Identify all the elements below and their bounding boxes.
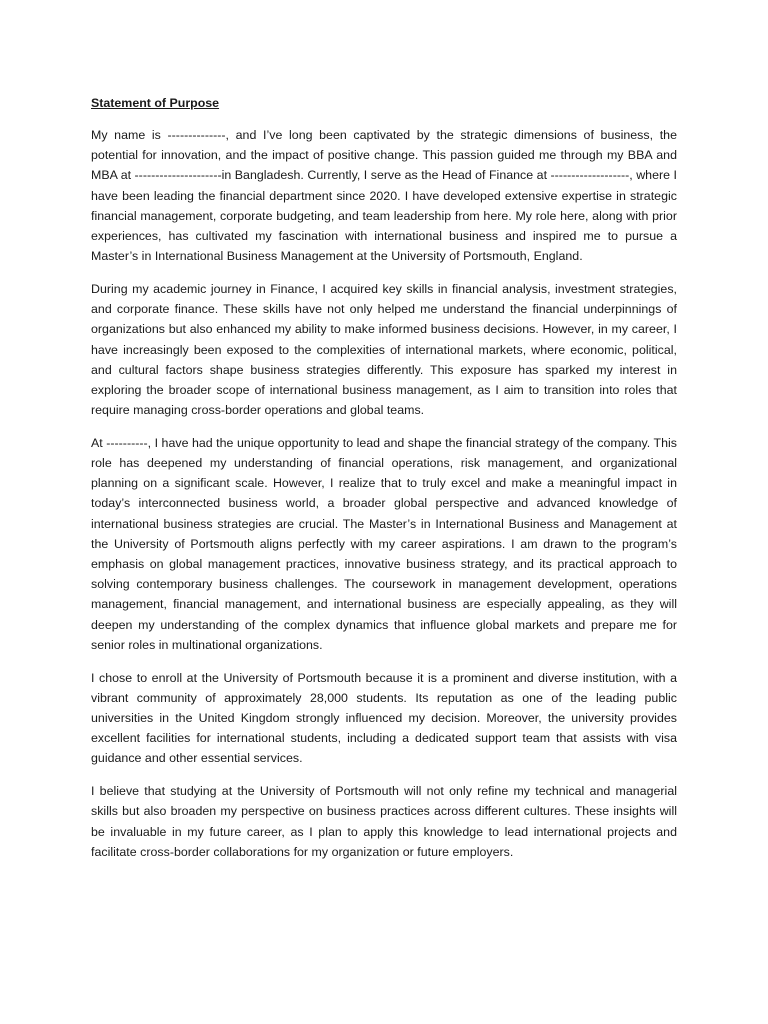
paragraph-introduction: My name is --------------, and I’ve long been captivated by the strategic dimensions of business, the potential for innovation, and the impact of positive change. This passion guided me through my BBA and MBA at ---------------------in Bangladesh. Currently, I serve as the Head of Finance at -------------------, where I have been leading the financial department since 2020. I have developed extensive expertise in strategic financial management, corporate budgeting, and team leadership from here. My role here, along with prior experiences, has cultivated my fascination with international business and inspired me to pursue a Master’s in International Business Management at the University of Portsmouth, England. xyxy=(91,128,677,264)
paragraph-current-role: At ----------, I have had the unique opportunity to lead and shape the financial strategy of the company. This role has deepened my understanding of financial operations, risk management, and organizational planning on a significant scale. However, I realize that to truly excel and make a meaningful impact in today’s interconnected business world, a broader global perspective and advanced knowledge of international business strategies are crucial. The Master’s in International Business and Management at the University of Portsmouth aligns perfectly with my career aspirations. I am drawn to the program’s emphasis on global management practices, innovative business strategy, and its practical approach to solving contemporary business challenges. The coursework in management development, operations management, financial management, and international business are especially appealing, as they will deepen my understanding of the complex dynamics that influence global markets and prepare me for senior roles in multinational organizations. xyxy=(91,435,677,652)
document-title: Statement of Purpose xyxy=(91,96,220,110)
paragraph-academic-journey: During my academic journey in Finance, I acquired key skills in financial analysis, investment strategies, and corporate finance. These skills have not only helped me understand the financial underpinnings of organizations but also enhanced my ability to make informed business decisions. However, in my career, I have increasingly been exposed to the complexities of international markets, where economic, political, and cultural factors shape business strategies differently. This exposure has sparked my interest in exploring the broader scope of international business management, as I aim to transition into roles that require managing cross-border operations and global teams. xyxy=(91,281,677,418)
paragraph-university-choice: I chose to enroll at the University of Portsmouth because it is a prominent and diverse institution, with a vibrant community of approximately 28,000 students. Its reputation as one of the leading public universities in the United Kingdom strongly influenced my decision. Moreover, the university provides excellent facilities for international students, including a dedicated support team that assists with visa guidance and other essential services. xyxy=(91,670,677,766)
paragraph-conclusion: I believe that studying at the University of Portsmouth will not only refine my technical and managerial skills but also broaden my perspective on business practices across different cultures. These insights will be invaluable in my future career, as I plan to apply this knowledge to lead international projects and facilitate cross-border collaborations for my organization or future employers. xyxy=(91,784,677,859)
document-body xyxy=(91,93,677,874)
